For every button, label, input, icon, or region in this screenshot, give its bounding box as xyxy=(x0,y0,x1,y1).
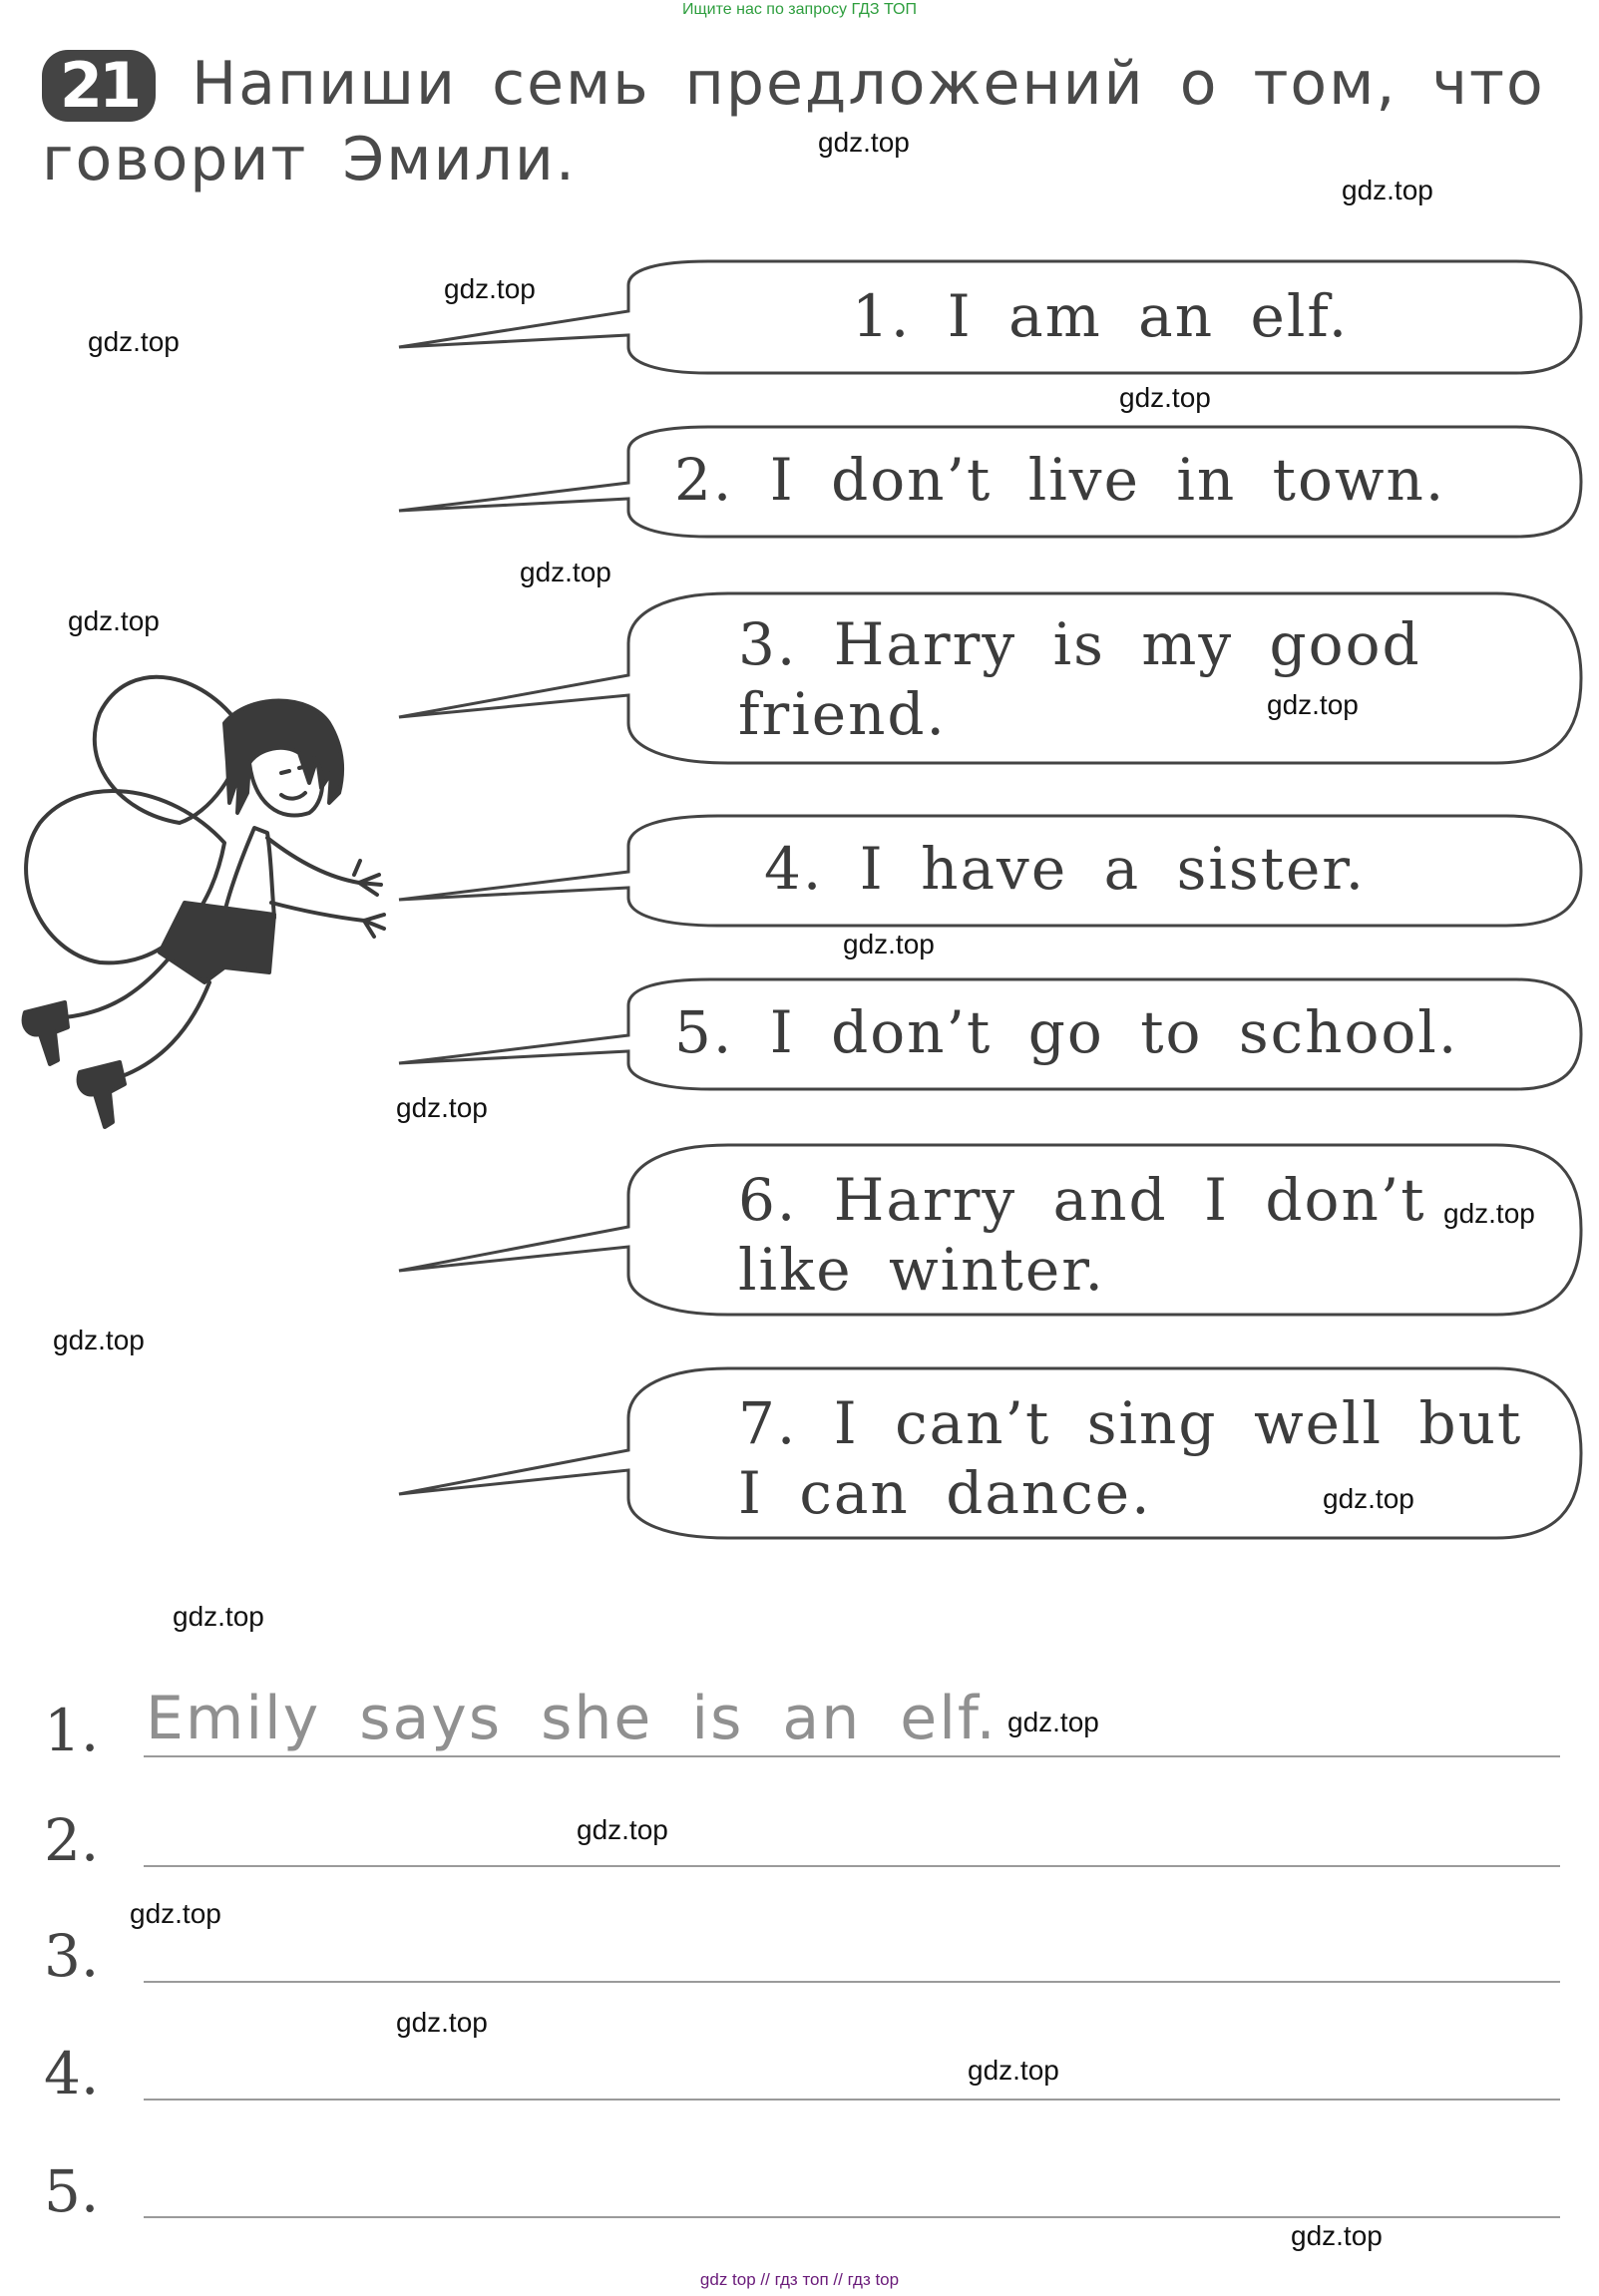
answer-row-4 xyxy=(44,2029,1560,2108)
fairy-leg xyxy=(120,982,209,1077)
watermark: gdz.top xyxy=(1443,1198,1535,1229)
answer-number: 4. xyxy=(44,2040,100,2107)
bubble-text-line: 6. Harry and I don’t xyxy=(738,1166,1426,1234)
watermark: gdz.top xyxy=(843,929,935,959)
watermark: gdz.top xyxy=(818,127,910,158)
fairy-hand xyxy=(354,861,381,895)
bubble-text-line: like winter. xyxy=(738,1236,1105,1304)
speech-bubble-2 xyxy=(399,417,1584,547)
speech-bubble-1 xyxy=(399,251,1584,383)
answer-number: 1. xyxy=(44,1697,100,1764)
fairy-hand xyxy=(364,915,384,937)
fairy-arm xyxy=(267,838,359,883)
task-title: Напиши семь предложений о том, что говорит Эмили. xyxy=(42,49,1545,194)
speech-bubble-4 xyxy=(399,806,1584,936)
bubble-text-line: 1. I am an elf. xyxy=(852,282,1350,350)
fairy-eye xyxy=(299,766,307,768)
watermark: gdz.top xyxy=(1119,382,1211,413)
answer-handwritten-text: Emily says she is an elf. xyxy=(146,1684,998,1753)
fairy-shorts xyxy=(160,903,274,982)
answer-line[interactable] xyxy=(144,1865,1560,1867)
fairy-arm-lower xyxy=(271,903,364,921)
watermark: gdz.top xyxy=(396,1092,488,1123)
speech-bubble-6 xyxy=(399,1135,1584,1325)
fairy-mouth xyxy=(281,793,305,799)
fairy-dress xyxy=(224,828,274,918)
answer-row-3 xyxy=(44,1911,1560,1991)
bubble-text-line: friend. xyxy=(738,680,947,748)
watermark: gdz.top xyxy=(577,1814,668,1845)
answer-row-2 xyxy=(44,1795,1560,1875)
watermark: gdz.top xyxy=(173,1601,264,1632)
watermark: gdz.top xyxy=(1342,175,1433,205)
watermark: gdz.top xyxy=(1291,2220,1383,2251)
watermark: gdz.top xyxy=(130,1898,221,1929)
speech-bubble-3 xyxy=(399,583,1584,773)
bottom-banner[interactable]: gdz top // гдз топ // гдз top xyxy=(699,2270,900,2289)
bubble-text-line: 5. I don’t go to school. xyxy=(674,998,1459,1066)
top-banner[interactable]: Ищите нас по запросу ГДЗ ТОП xyxy=(682,1,917,18)
answer-number: 5. xyxy=(44,2157,100,2225)
answer-row-5 xyxy=(44,2146,1560,2226)
watermark: gdz.top xyxy=(444,273,536,304)
bubble-text-line: 7. I can’t sing well but xyxy=(738,1389,1523,1457)
fairy-emily-illustration xyxy=(10,663,399,1142)
watermark: gdz.top xyxy=(88,326,180,357)
speech-bubble-7 xyxy=(399,1358,1584,1548)
watermark: gdz.top xyxy=(1323,1483,1414,1514)
bubble-text-line: 2. I don’t live in town. xyxy=(674,446,1446,514)
watermark: gdz.top xyxy=(396,2007,488,2038)
bubble-text-line: 4. I have a sister. xyxy=(764,835,1367,903)
watermark: gdz.top xyxy=(68,605,160,636)
fairy-shoe xyxy=(24,1002,68,1064)
fairy-shoe xyxy=(79,1062,125,1127)
speech-bubble-5 xyxy=(399,969,1584,1099)
answer-row-1 xyxy=(44,1686,1560,1765)
exercise-number-badge: 21 xyxy=(42,50,156,122)
answer-line[interactable] xyxy=(144,2216,1560,2218)
watermark: gdz.top xyxy=(968,2055,1059,2086)
answer-number: 3. xyxy=(44,1922,100,1990)
fairy-leg xyxy=(65,957,170,1017)
answer-line[interactable] xyxy=(144,1981,1560,1983)
fairy-upper-wing xyxy=(95,677,244,823)
watermark: gdz.top xyxy=(1267,689,1359,720)
bubble-text-line: I can dance. xyxy=(738,1459,1152,1527)
answer-line[interactable] xyxy=(144,1755,1560,1757)
answer-number: 2. xyxy=(44,1806,100,1874)
fairy-eye xyxy=(281,771,289,773)
bubble-text-line: 3. Harry is my good xyxy=(738,610,1421,678)
watermark: gdz.top xyxy=(53,1325,145,1355)
watermark: gdz.top xyxy=(1007,1707,1099,1737)
answer-line[interactable] xyxy=(144,2099,1560,2101)
watermark: gdz.top xyxy=(520,557,611,587)
